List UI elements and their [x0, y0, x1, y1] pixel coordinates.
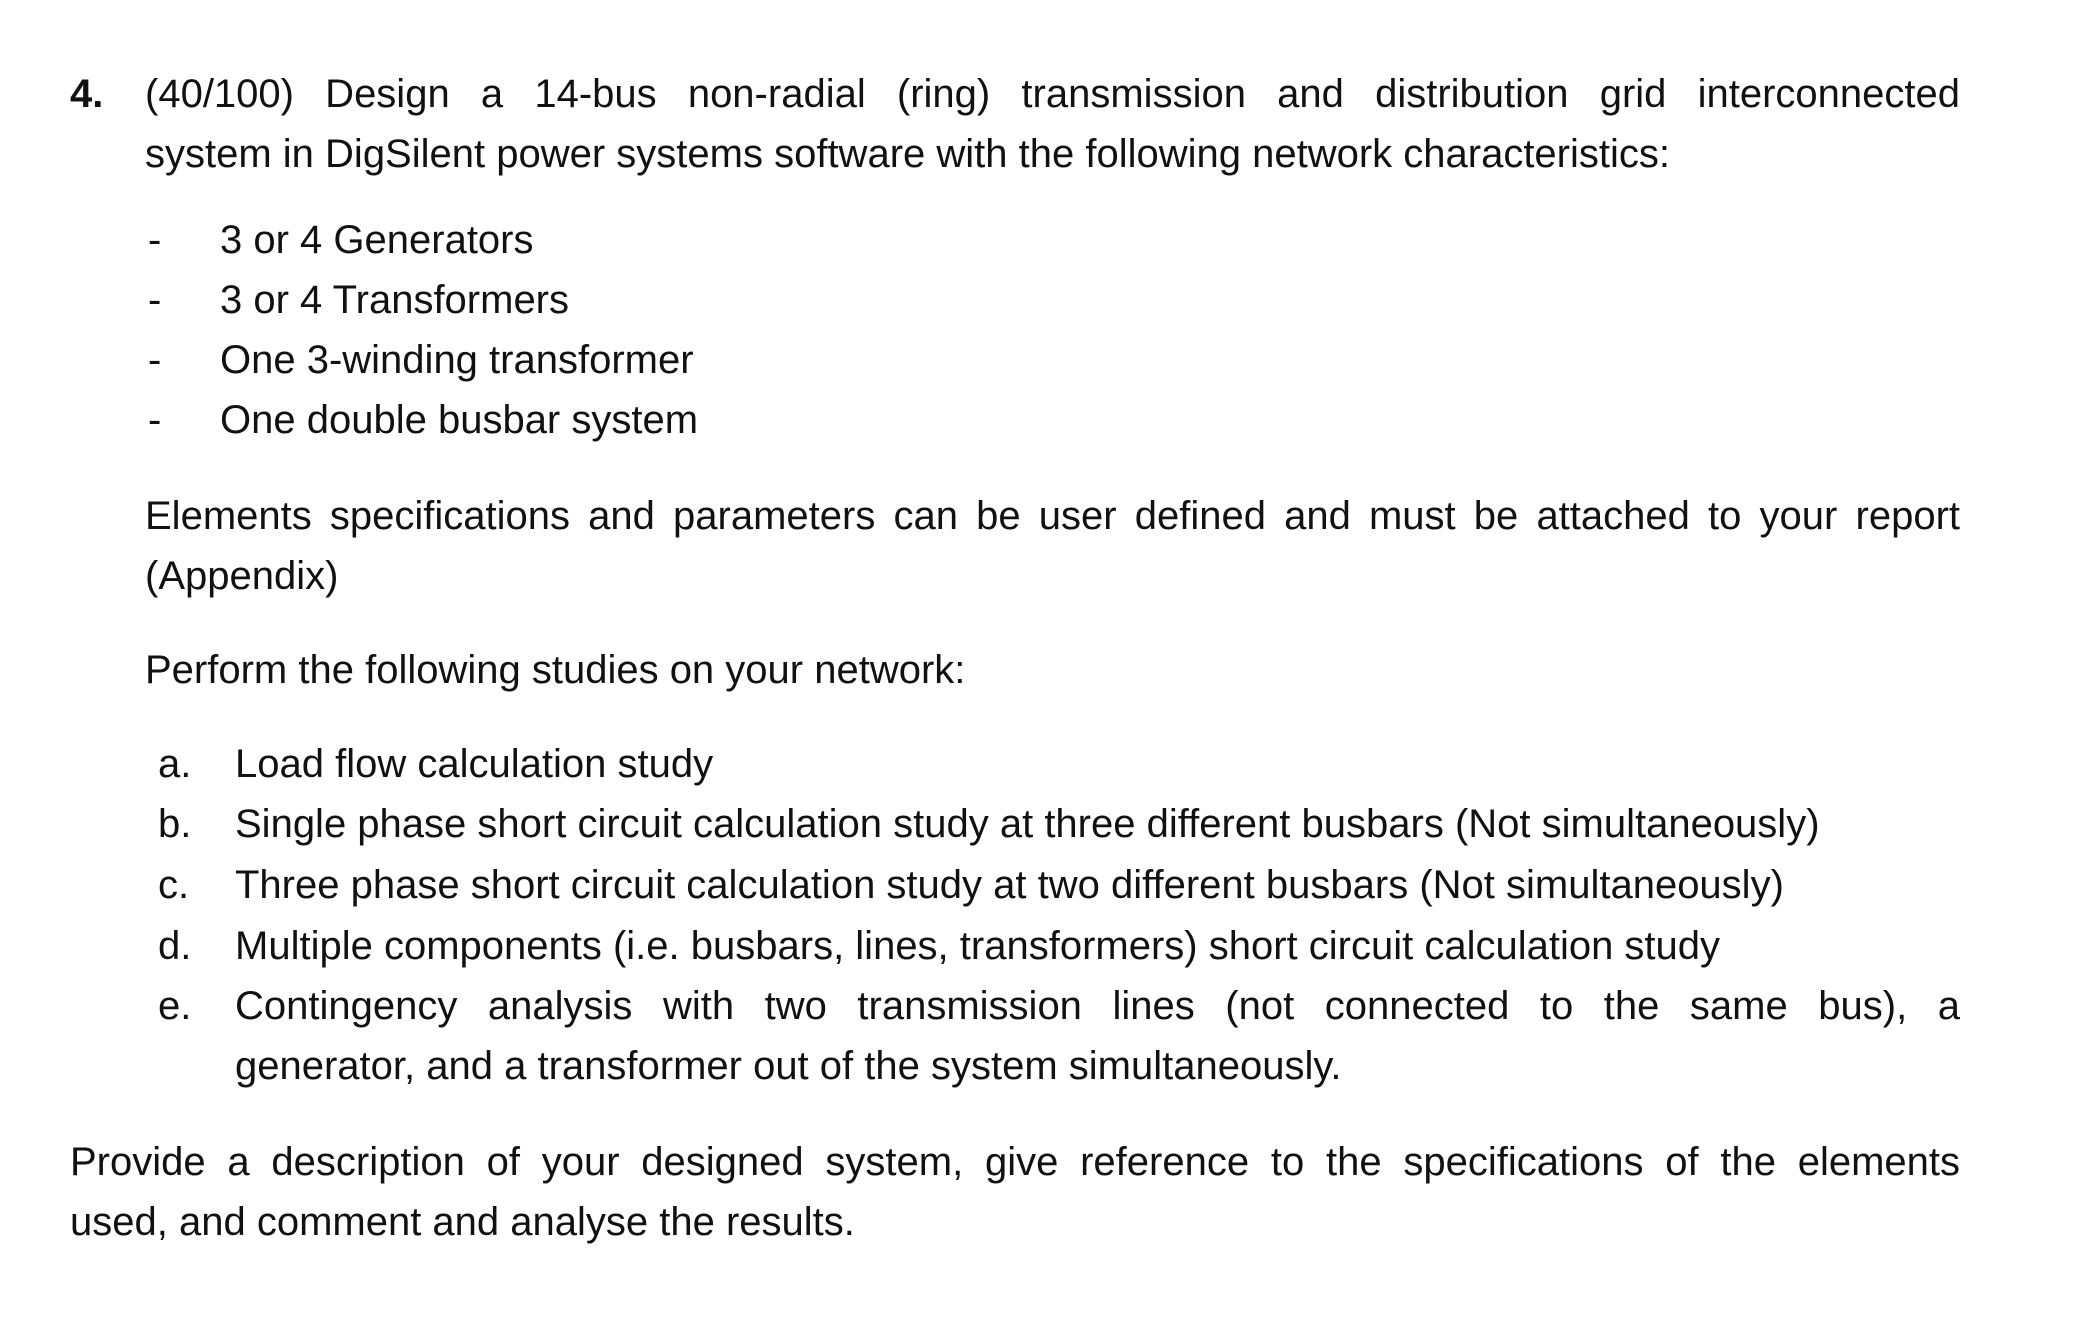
bullet-dash: -	[148, 218, 162, 262]
list-item-text: One double busbar system	[220, 398, 699, 442]
bullet-dash: -	[148, 338, 162, 382]
bullet-dash: -	[148, 398, 162, 442]
study-text: Multiple components (i.e. busbars, lines, transformers) short circuit calculation study	[235, 924, 1721, 968]
study-letter: e.	[158, 984, 192, 1028]
question-header-line1: (40/100) Design a 14-bus non-radial (ring) transmission and distribution grid interconnected	[145, 72, 1960, 116]
study-text: Single phase short circuit calculation study at three different busbars (Not simultaneously)	[235, 802, 1820, 846]
list-item-text: 3 or 4 Transformers	[220, 278, 570, 322]
closing-line1: Provide a description of your designed system, give reference to the specifications of the elements	[70, 1140, 1960, 1184]
bullet-dash: -	[148, 278, 162, 322]
question-number: 4.	[70, 72, 104, 116]
study-letter: b.	[158, 802, 192, 846]
elements-note-line2: (Appendix)	[145, 554, 339, 598]
study-letter: d.	[158, 924, 192, 968]
list-item-text: One 3-winding transformer	[220, 338, 694, 382]
closing-line2: used, and comment and analyse the results.	[70, 1200, 855, 1244]
study-text: Contingency analysis with two transmission lines (not connected to the same bus), a	[235, 984, 1960, 1028]
study-text: Three phase short circuit calculation study at two different busbars (Not simultaneously)	[235, 863, 1784, 907]
study-letter: a.	[158, 742, 192, 786]
study-text: Load flow calculation study	[235, 742, 714, 786]
study-text-continued: generator, and a transformer out of the system simultaneously.	[235, 1044, 1342, 1088]
studies-intro: Perform the following studies on your network:	[145, 648, 966, 692]
list-item-text: 3 or 4 Generators	[220, 218, 534, 262]
study-letter: c.	[158, 863, 190, 907]
elements-note-line1: Elements specifications and parameters can be user defined and must be attached to your report	[145, 494, 1960, 538]
question-header-line2: system in DigSilent power systems software with the following network characteristics:	[145, 132, 1670, 176]
